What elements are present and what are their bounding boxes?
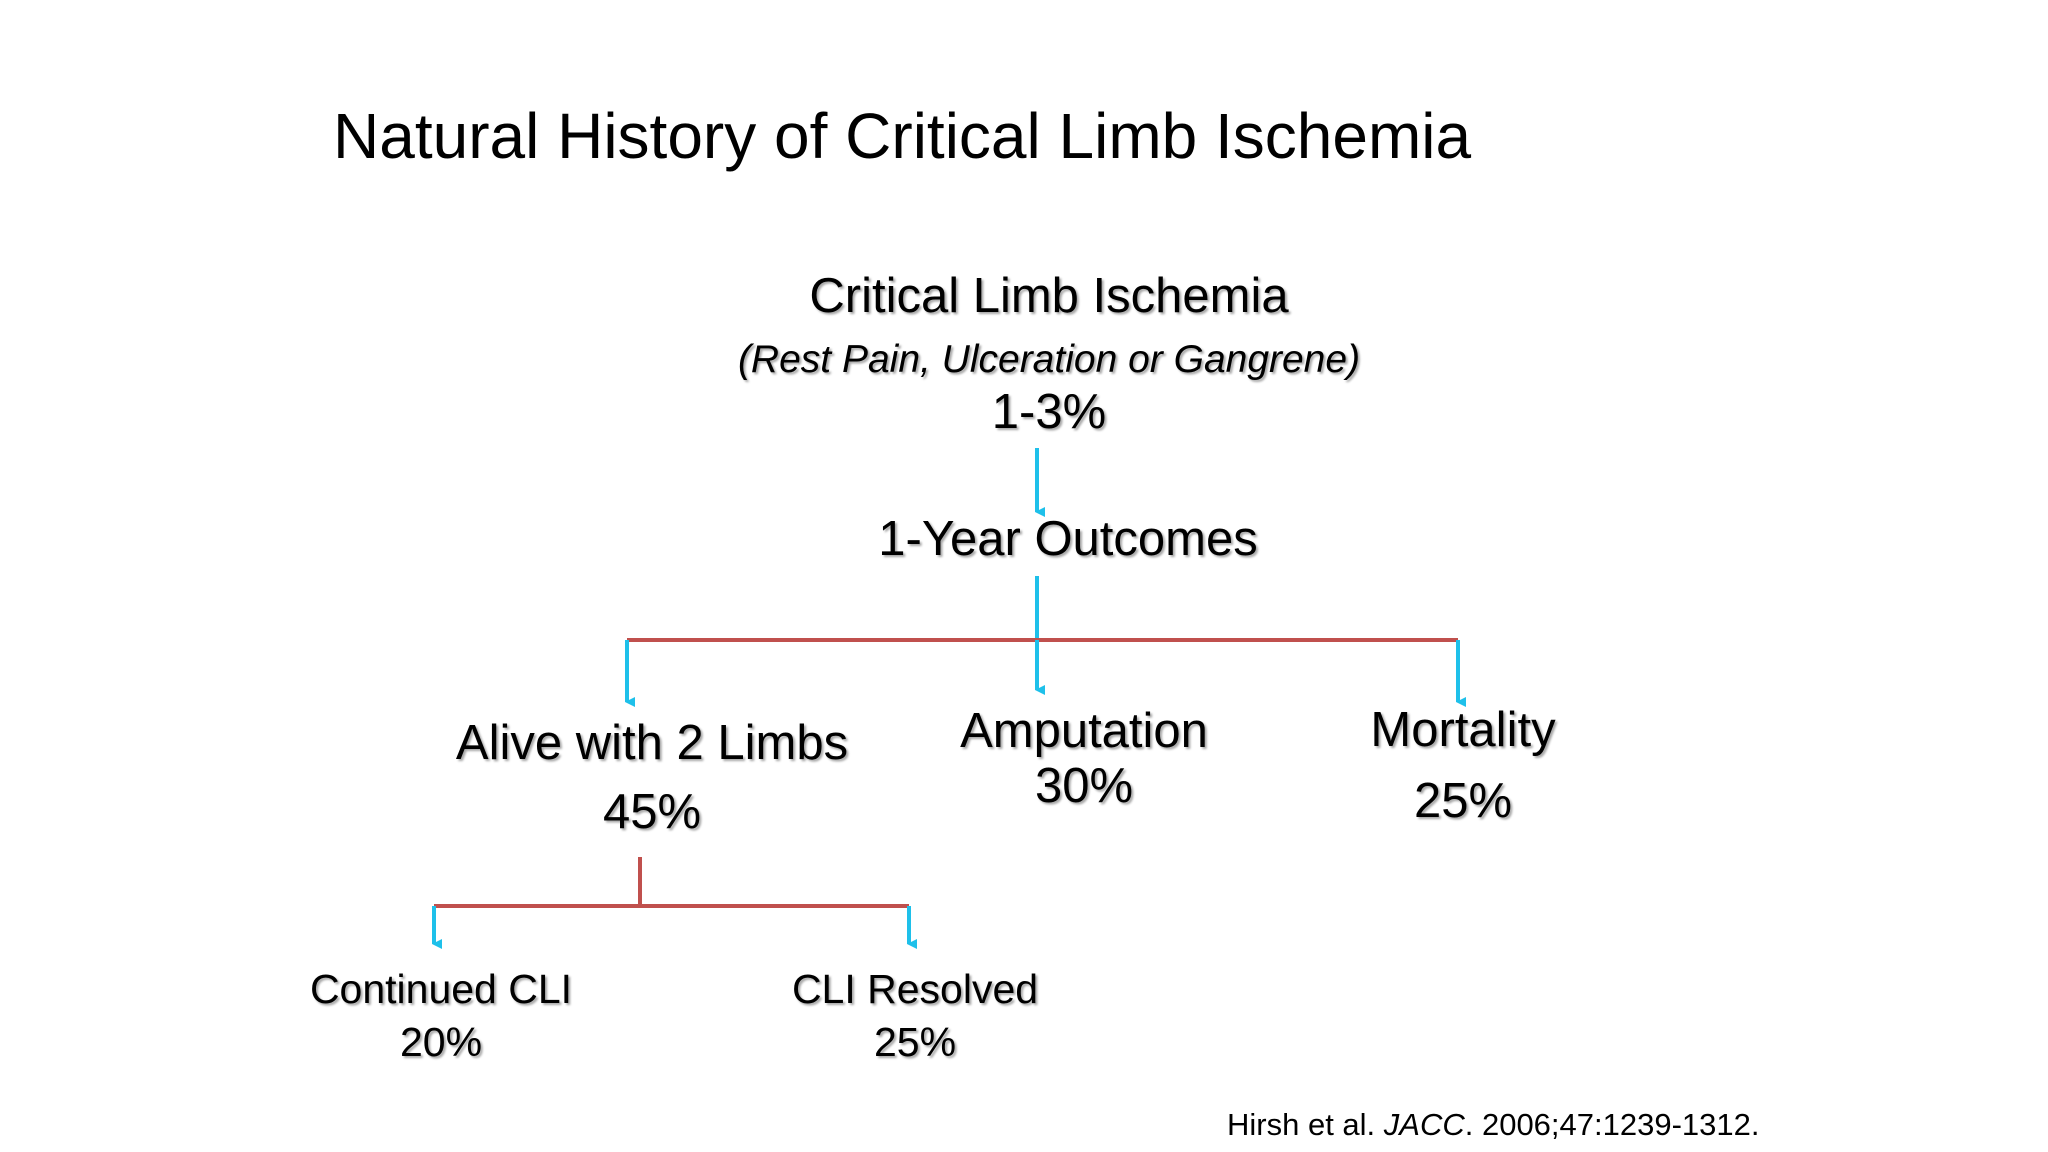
- outcomes-node-label: 1-Year Outcomes: [878, 512, 1258, 566]
- continued-cli-node-value: 20%: [399, 1019, 483, 1065]
- slide-title: Natural History of Critical Limb Ischemia: [333, 100, 1472, 172]
- alive-node-label: Alive with 2 Limbs: [455, 716, 849, 770]
- continued-cli-node-label: Continued CLI: [309, 966, 573, 1012]
- root-node-title: Critical Limb Ischemia: [809, 269, 1289, 323]
- amputation-node-label: Amputation: [960, 704, 1208, 758]
- citation-details: . 2006;47:1239-1312.: [1464, 1107, 1760, 1142]
- citation-authors: Hirsh et al.: [1227, 1107, 1384, 1142]
- mortality-node-value: 25%: [1413, 774, 1513, 828]
- cli-resolved-node-label: CLI Resolved: [791, 966, 1039, 1012]
- root-node-value: 1-3%: [991, 385, 1107, 439]
- root-node-subtitle: (Rest Pain, Ulceration or Gangrene): [737, 338, 1361, 381]
- mortality-node-label: Mortality: [1370, 703, 1556, 757]
- citation-journal: JACC: [1383, 1107, 1465, 1142]
- amputation-node-value: 30%: [1034, 759, 1134, 813]
- cli-resolved-node-value: 25%: [873, 1019, 957, 1065]
- citation: [1227, 1106, 1760, 1144]
- alive-node-value: 45%: [602, 785, 702, 839]
